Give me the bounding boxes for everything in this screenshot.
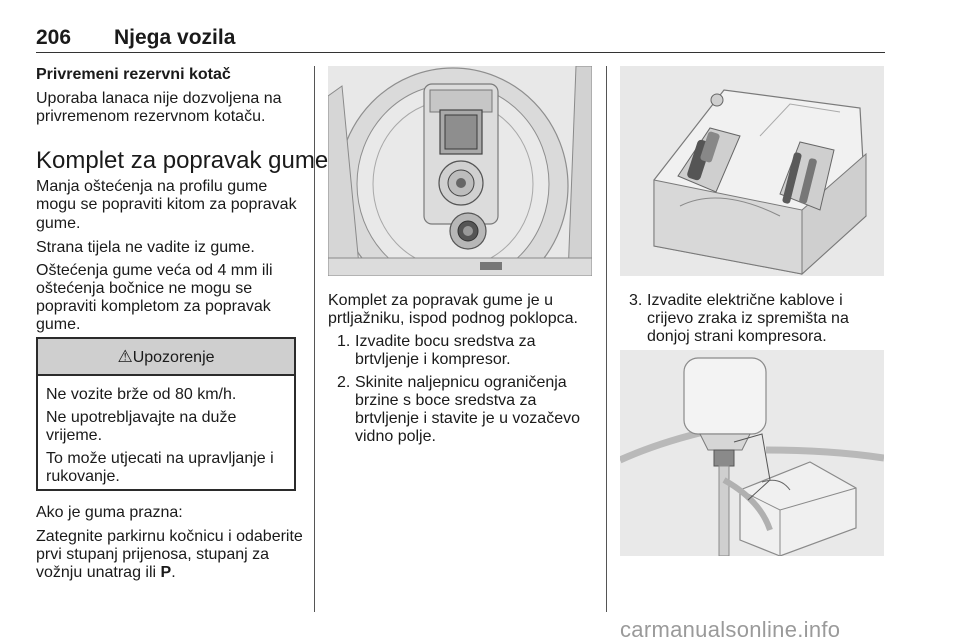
warning-line-4: To može utjecati na upravljanje i — [46, 450, 274, 467]
temp-spare-text-line-1: Uporaba lanaca nije dozvoljena na — [36, 90, 282, 107]
trunk-kit-illustration — [328, 66, 592, 276]
warning-triangle-icon: ⚠ — [117, 347, 133, 366]
watermark: carmanualsonline.info — [620, 617, 841, 642]
step-1-line-1: Izvadite bocu sredstva za — [355, 333, 536, 350]
para1-line-3: gume. — [36, 215, 81, 232]
para4-line-1: Ako je guma prazna: — [36, 504, 183, 521]
gear-p-symbol: P — [160, 564, 172, 581]
temp-spare-heading: Privremeni rezervni kotač — [36, 66, 231, 83]
compressor-underside-drawing — [620, 66, 884, 276]
sealant-bottle-hose-illustration — [620, 350, 884, 556]
col2-para1-line-2: prtljažniku, ispod podnog poklopca. — [328, 310, 578, 327]
kit-heading: Komplet za popravak gume — [36, 147, 329, 174]
step-2-line-4: vidno polje. — [355, 428, 436, 445]
para5-line-2: prvi stupanj prijenosa, stupanj za — [36, 546, 270, 563]
temp-spare-text-line-2: privremenom rezervnom kotaču. — [36, 108, 266, 125]
para1-line-2: mogu se popraviti kitom za popravak — [36, 196, 297, 213]
step-3-number: 3. — [629, 292, 643, 309]
para5-line-1: Zategnite parkirnu kočnicu i odaberite — [36, 528, 303, 545]
step-2-line-3: brtvljenje i stavite je u vozačevo — [355, 410, 580, 427]
step-2-line-1: Skinite naljepnicu ograničenja — [355, 374, 567, 391]
warning-line-3: vrijeme. — [46, 427, 103, 444]
section-title: Njega vozila — [114, 26, 236, 49]
warning-box — [36, 337, 296, 491]
para5-line-3 — [36, 564, 176, 583]
step-2-line-2: brzine s boce sredstva za — [355, 392, 537, 409]
para5-line-3-text: vožnju unatrag ili — [36, 564, 161, 581]
warning-header — [38, 339, 294, 376]
warning-line-5: rukovanje. — [46, 468, 120, 485]
step-3-line-3: donjoj strani kompresora. — [647, 328, 827, 345]
step-1-number: 1. — [337, 333, 351, 350]
step-3-line-2: crijevo zraka iz spremišta na — [647, 310, 849, 327]
trunk-kit-drawing — [328, 66, 592, 276]
para3-line-3: popraviti kompletom za popravak — [36, 298, 271, 315]
para2-line-1: Strana tijela ne vadite iz gume. — [36, 239, 255, 256]
para5-line-3-end: . — [171, 564, 176, 581]
para3-line-1: Oštećenja gume veća od 4 mm ili — [36, 262, 273, 279]
para3-line-2: oštećenja bočnice ne mogu se — [36, 280, 253, 297]
compressor-underside-illustration — [620, 66, 884, 276]
warning-line-2: Ne upotrebljavajte na duže — [46, 409, 237, 426]
page-number: 206 — [36, 26, 72, 49]
step-1-line-2: brtvljenje i kompresor. — [355, 351, 511, 368]
warning-title: Upozorenje — [132, 349, 215, 366]
column-divider-2 — [606, 66, 607, 612]
para1-line-1: Manja oštećenja na profilu gume — [36, 178, 268, 195]
col2-para1-line-1: Komplet za popravak gume je u — [328, 292, 554, 309]
page-header — [36, 26, 885, 53]
step-2-number: 2. — [337, 374, 351, 391]
warning-line-1: Ne vozite brže od 80 km/h. — [46, 386, 237, 403]
sealant-bottle-hose-drawing — [620, 350, 884, 556]
step-3-line-1: Izvadite električne kablove i — [647, 292, 843, 309]
para3-line-4: gume. — [36, 316, 81, 333]
